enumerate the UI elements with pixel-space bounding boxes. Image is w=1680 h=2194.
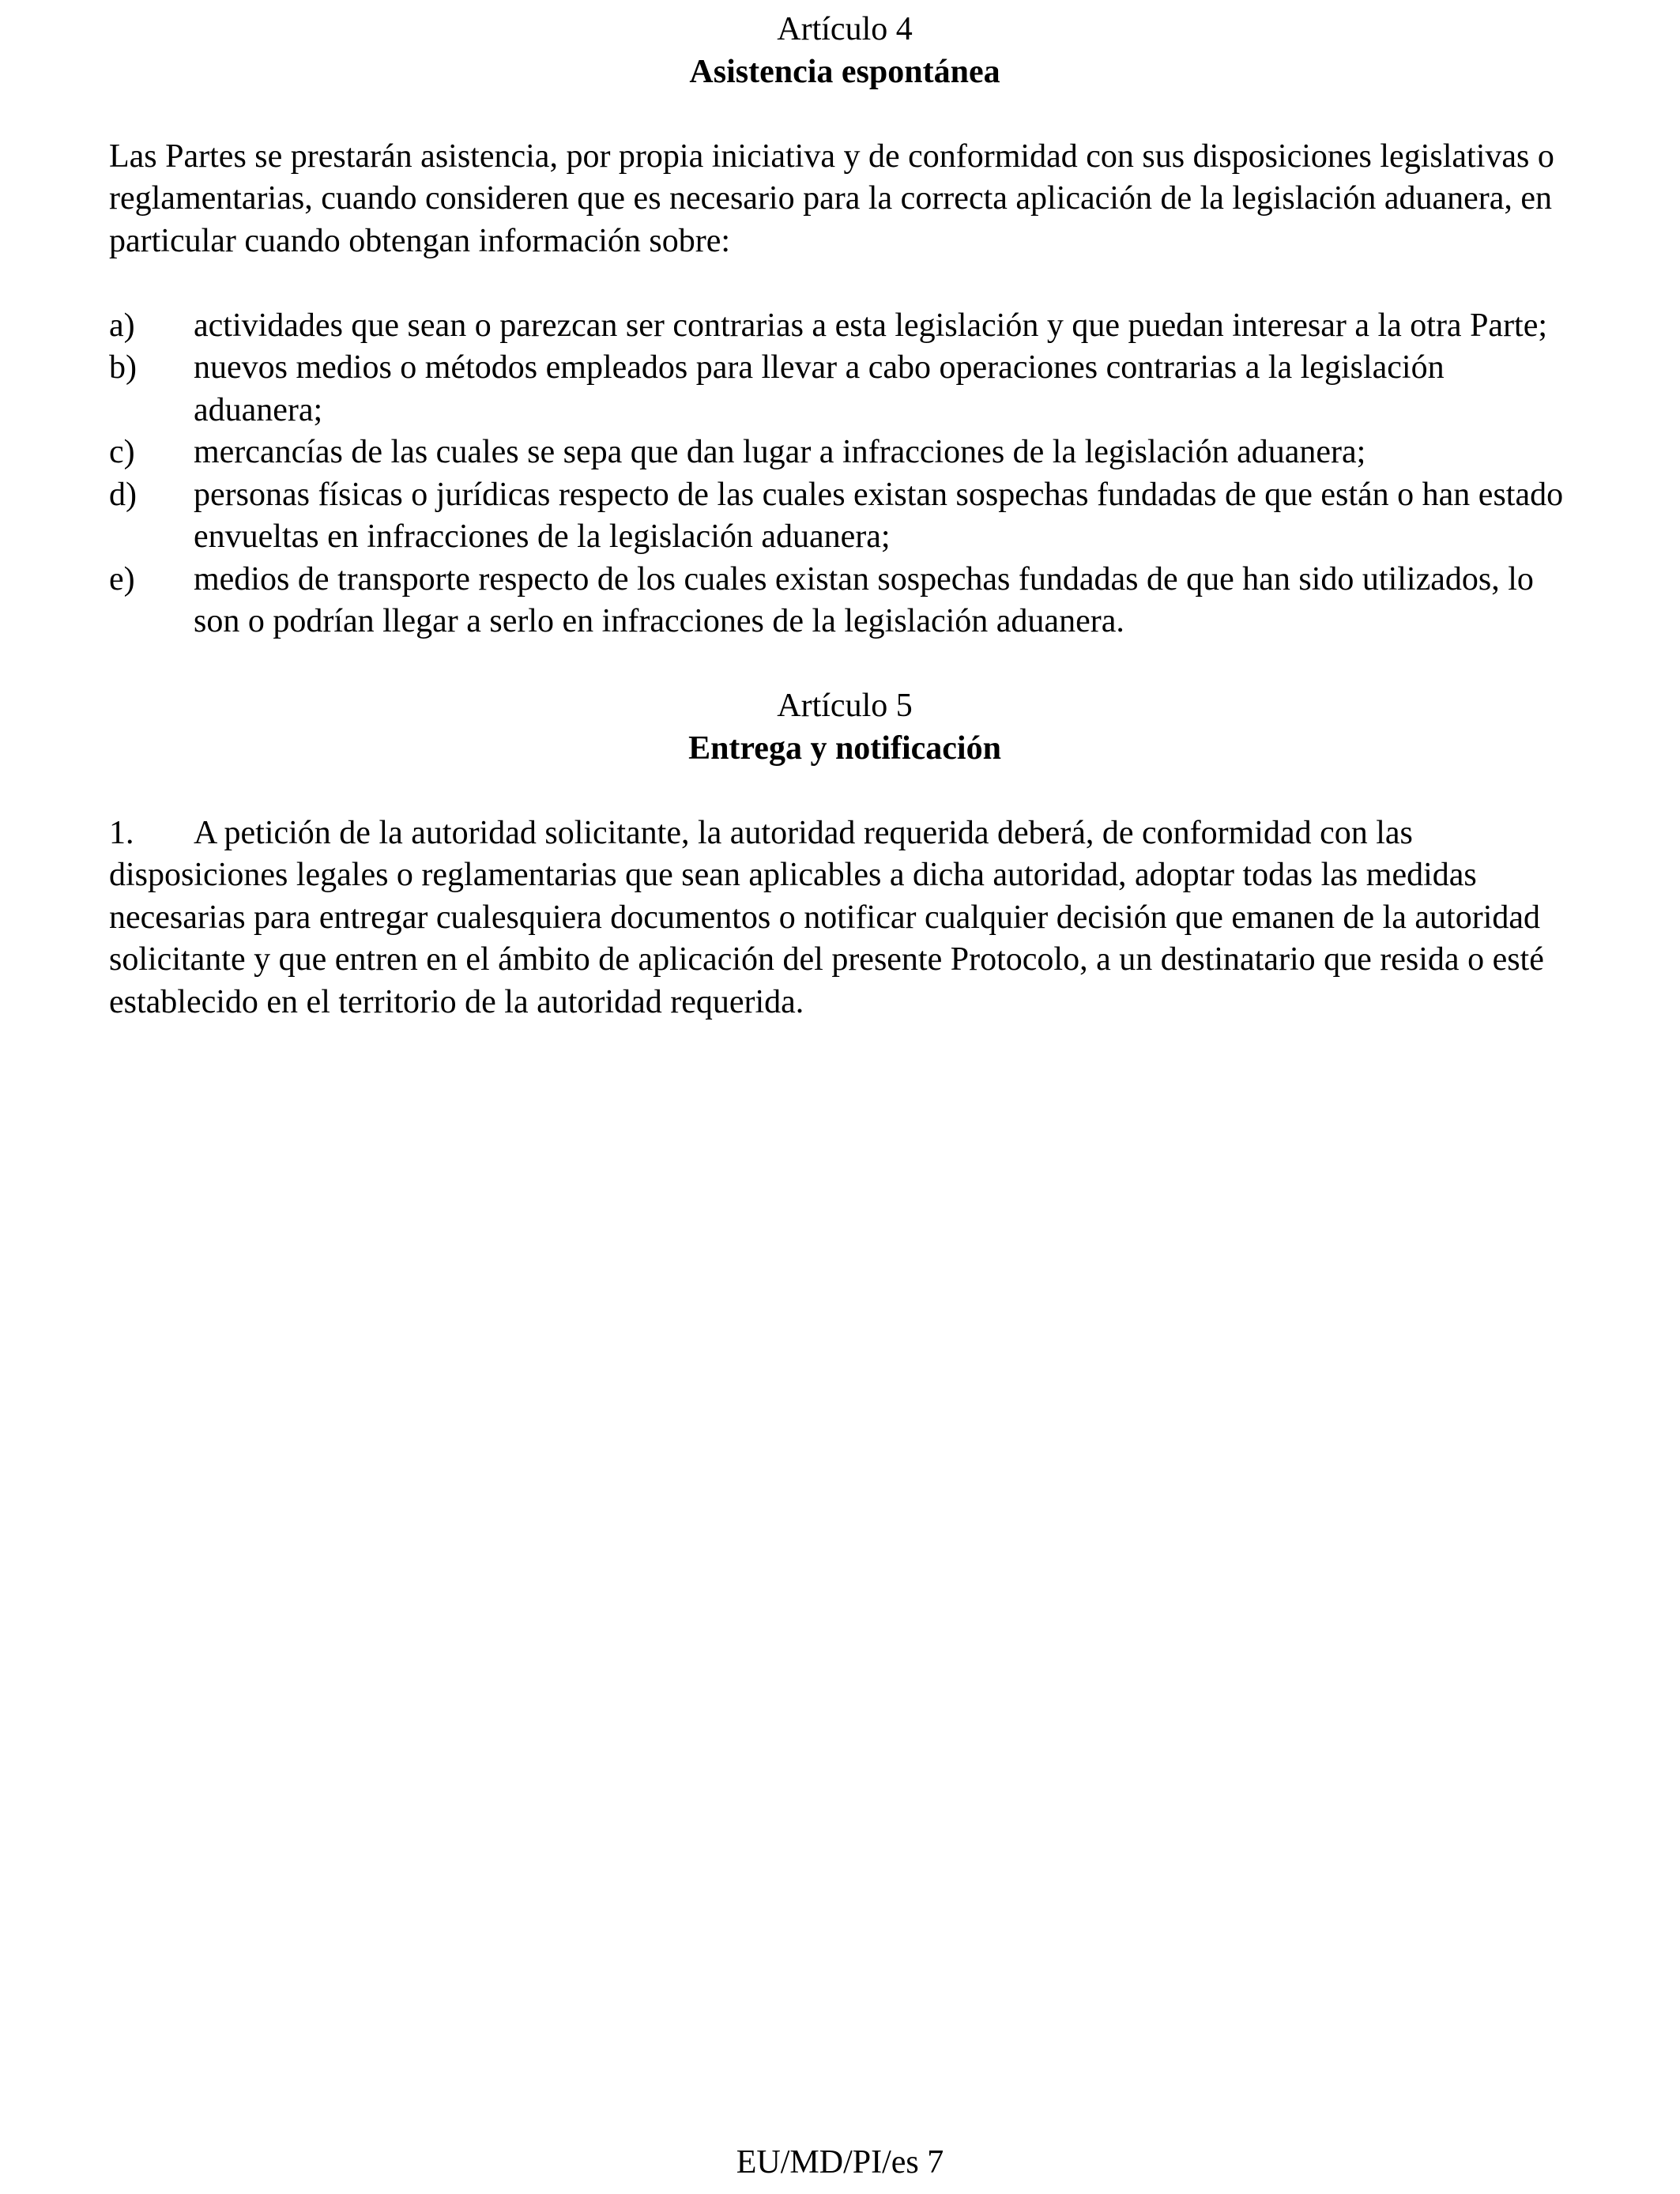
- list-item: [109, 347, 1580, 432]
- spacer: [109, 93, 1580, 136]
- list-item: [109, 305, 1580, 348]
- list-item: [109, 432, 1580, 474]
- article-4-intro: Las Partes se prestarán asistencia, por propia iniciativa y de conformidad con sus disposiciones legislativas o reglamentarias, cuando consideren que es necesario para la correcta aplicación de la legislación aduanera, en particular cuando obtengan información sobre:: [109, 138, 1554, 259]
- article-4-title: Asistencia espontánea: [689, 53, 1000, 90]
- paragraph-number: 1.: [109, 814, 134, 851]
- list-item-label: e): [109, 560, 135, 598]
- article-4-number: Artículo 4: [777, 11, 913, 47]
- spacer: [109, 262, 1580, 305]
- list-item-text: personas físicas o jurídicas respecto de las cuales existan sospechas fundadas de que están o han estado envueltas en infracciones de la legislación aduanera;: [194, 476, 1564, 555]
- article-5-paragraph-1: [109, 812, 1580, 1024]
- spacer: [109, 643, 1580, 686]
- list-item-text: actividades que sean o parezcan ser contrarias a esta legislación y que puedan interesar a la otra Parte;: [194, 307, 1548, 344]
- article-5-title: Entrega y notificación: [688, 729, 1001, 767]
- page-footer-reference: EU/MD/PI/es 7: [736, 2144, 944, 2181]
- list-item: [109, 474, 1580, 559]
- list-item-text: nuevos medios o métodos empleados para llevar a cabo operaciones contrarias a la legislación aduanera;: [194, 349, 1445, 428]
- article-4-list: [109, 305, 1580, 643]
- list-item-label: b): [109, 349, 137, 386]
- list-item-label: d): [109, 476, 137, 513]
- article-5-number: Artículo 5: [777, 688, 913, 724]
- spacer: [109, 770, 1580, 812]
- list-item-label: c): [109, 434, 135, 470]
- list-item-label: a): [109, 307, 135, 344]
- list-item-text: medios de transporte respecto de los cuales existan sospechas fundadas de que han sido utilizados, lo son o podrían llegar a serlo en infracciones de la legislación aduanera.: [194, 560, 1534, 639]
- document-page: [109, 0, 1580, 1023]
- paragraph-text: A petición de la autoridad solicitante, la autoridad requerida deberá, de conformidad con las disposiciones legales o reglamentarias que sean aplicables a dicha autoridad, adoptar todas las medidas necesarias para entregar cualesquiera documentos o notificar cualquier decisión que emanen de la autoridad solicitante y que entren en el ámbito de aplicación del presente Protocolo, a un destinatario que resida o esté establecido en el territorio de la autoridad requerida.: [109, 814, 1544, 1020]
- list-item: [109, 559, 1580, 643]
- list-item-text: mercancías de las cuales se sepa que dan lugar a infracciones de la legislación aduanera;: [194, 434, 1366, 470]
